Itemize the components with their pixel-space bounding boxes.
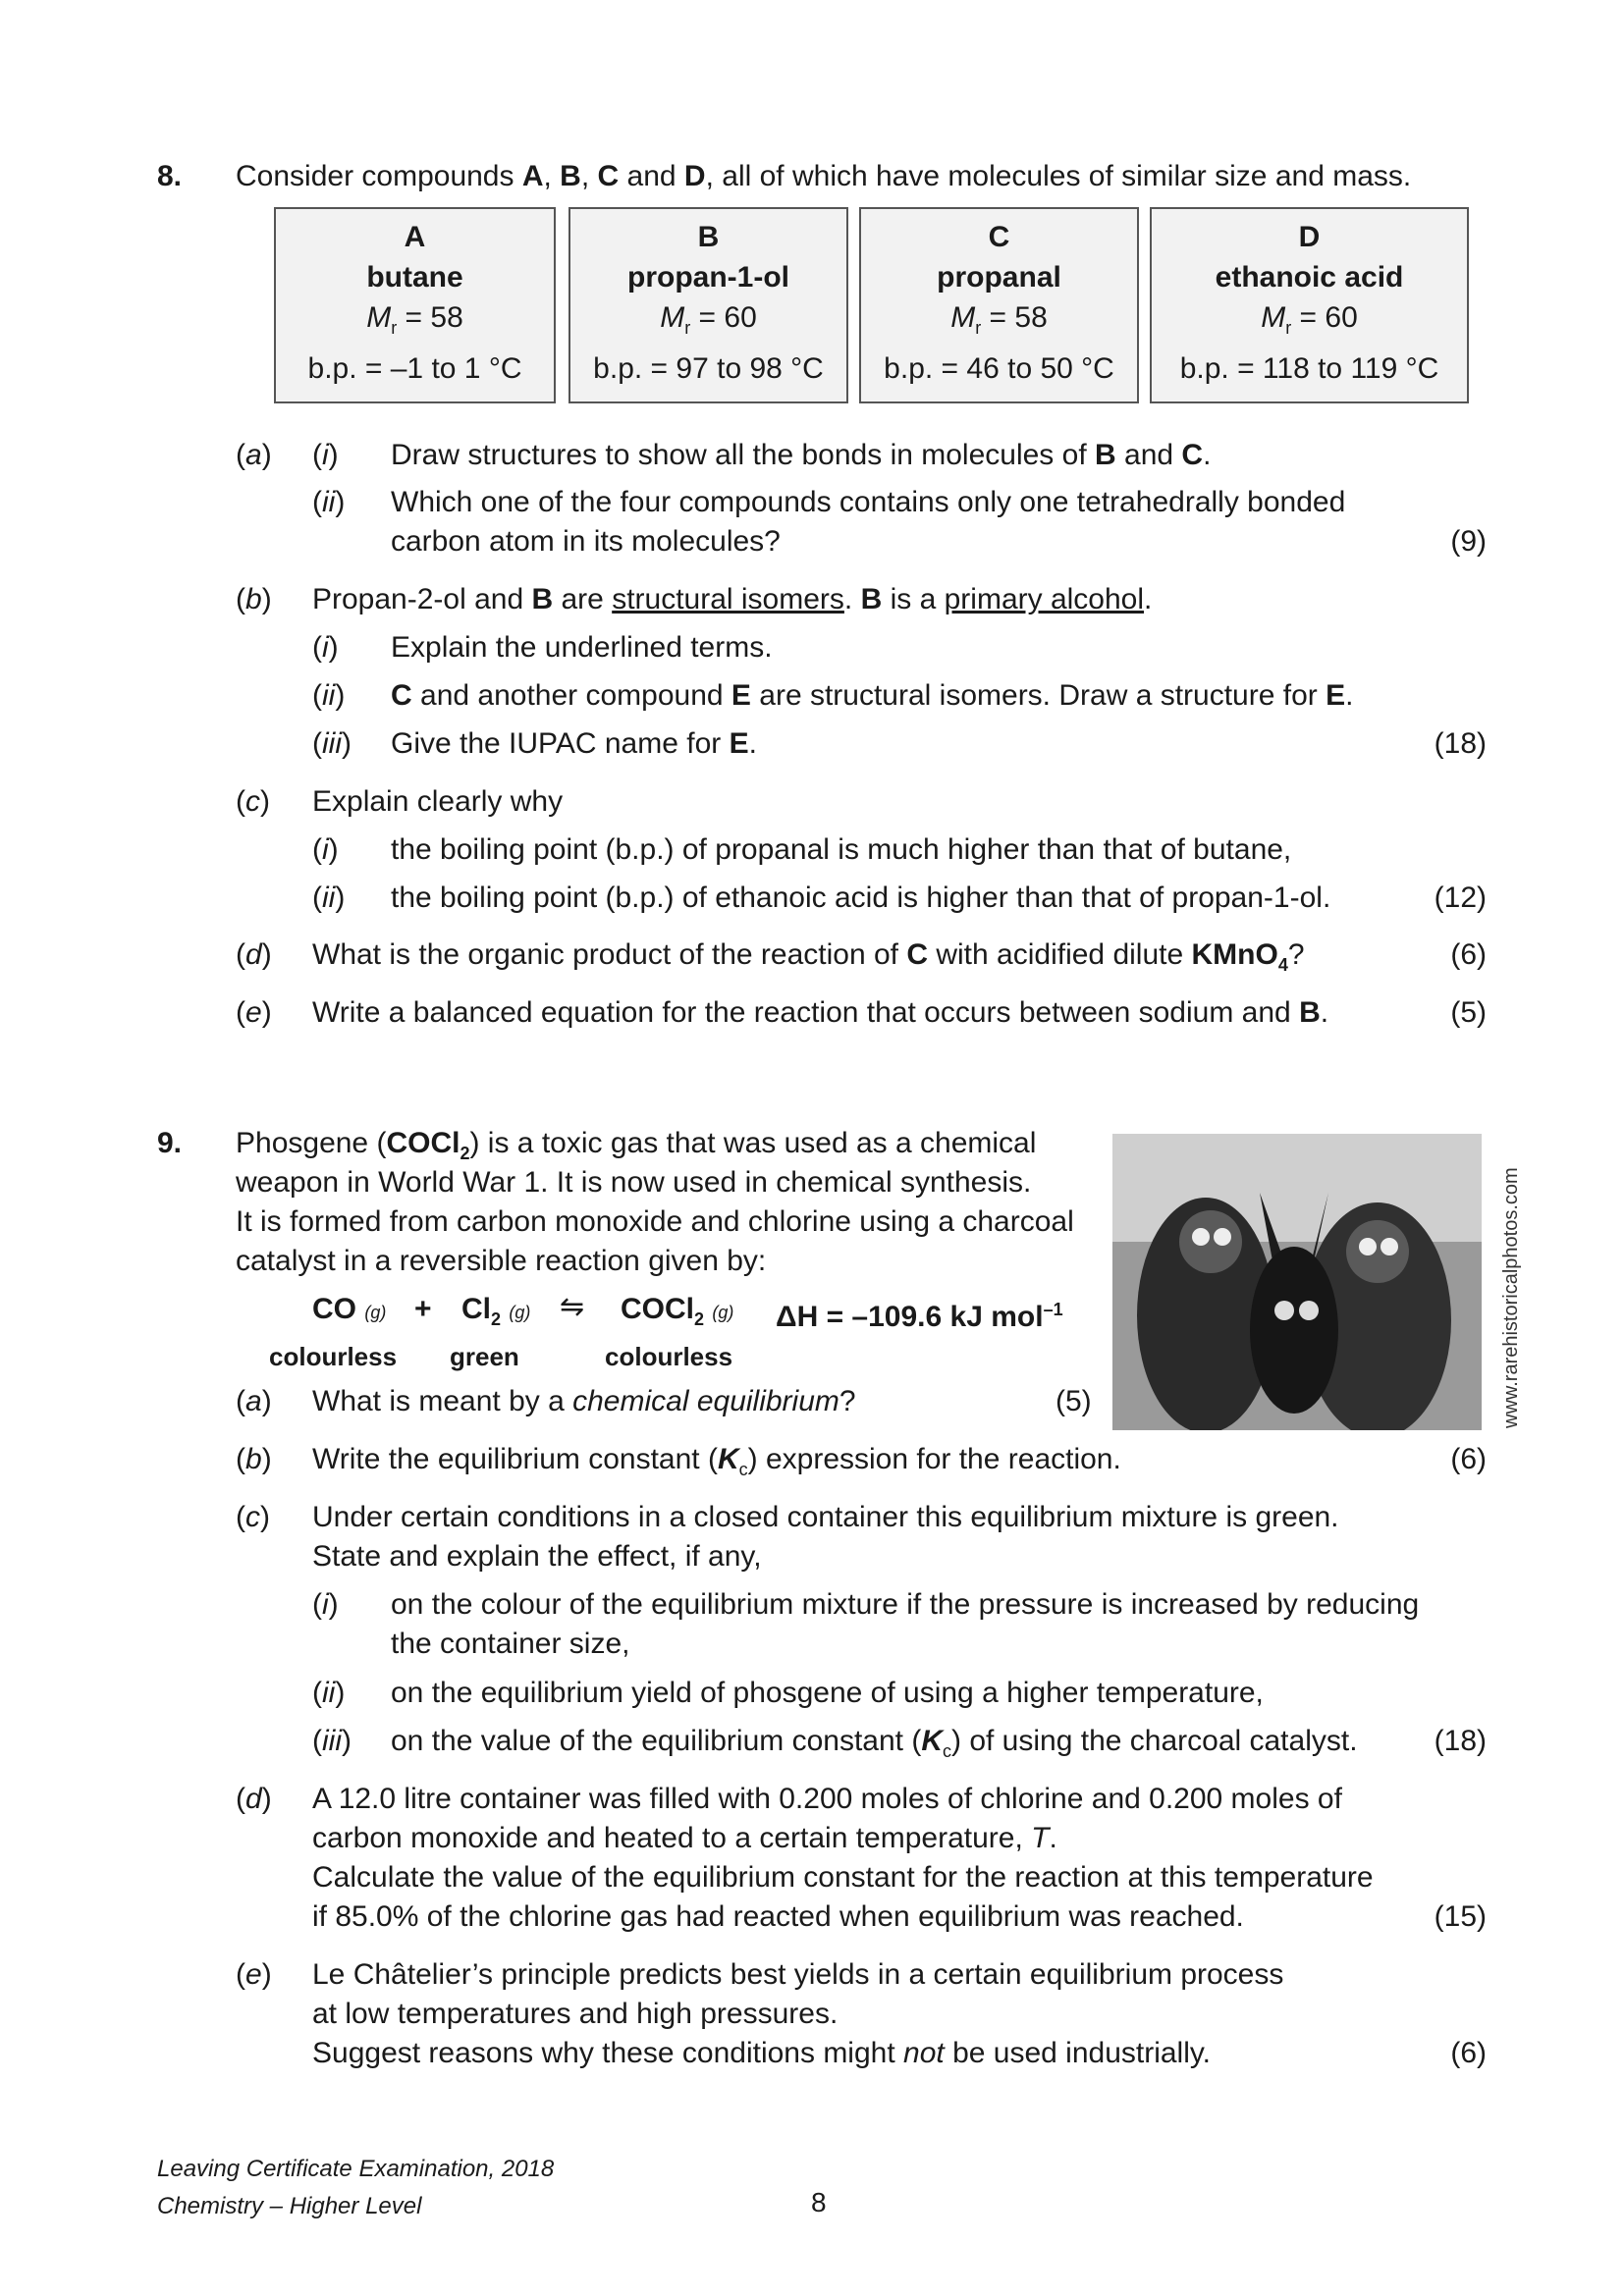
formula: KMnO [1191, 938, 1278, 971]
label-letter: a [245, 1385, 262, 1417]
q8b-iii-text [391, 724, 757, 764]
sub-label-i: (i) [312, 439, 339, 471]
marks-q8d: (6) [1450, 938, 1487, 971]
q8b-ii-text [391, 676, 1353, 716]
mr-sub: r [391, 318, 398, 338]
label-roman: i [322, 1588, 329, 1621]
formula-sub: 2 [491, 1309, 502, 1329]
label-roman: ii [322, 881, 336, 914]
compound-box-b [568, 207, 848, 403]
bold-letter: B [1095, 439, 1116, 471]
label-letter: b [245, 583, 262, 615]
label-roman: ii [322, 679, 336, 712]
text: , all of which have molecules of similar size and mass. [705, 160, 1412, 192]
compound-mr [276, 297, 554, 348]
sub-label-ii: (ii) [312, 1677, 346, 1709]
q8a-ii-line2: carbon atom in its molecules? [391, 525, 781, 558]
compound-name: propan-1-ol [627, 261, 789, 294]
mr-symbol: M [366, 301, 392, 334]
bold-letter: C [597, 160, 620, 192]
compound-box-c [859, 207, 1139, 403]
text: . [1203, 439, 1212, 471]
q9c-i-line2: the container size, [391, 1628, 630, 1660]
mr-value: = 60 [690, 301, 757, 334]
equation-plus: + [414, 1293, 432, 1325]
bold-letter: B [560, 160, 581, 192]
q9a-text [312, 1382, 856, 1421]
state-symbol: (g) [509, 1303, 531, 1322]
text: be used industrially. [944, 2037, 1211, 2069]
text: . [1049, 1822, 1057, 1854]
bold-letter: C [1181, 439, 1204, 471]
text: and another compound [411, 679, 731, 712]
marks-q8b: (18) [1434, 727, 1487, 760]
label-letter: a [245, 439, 262, 471]
q9d-line4: if 85.0% of the chlorine gas had reacted when equilibrium was reached. [312, 1900, 1244, 1933]
sub-label-i: (i) [312, 833, 339, 866]
photo-credit: www.rarehistoricalphotos.com [1500, 1167, 1522, 1428]
text: ? [839, 1385, 856, 1417]
q8a-ii-line1: Which one of the four compounds contains only one tetrahedrally bonded [391, 486, 1346, 518]
formula: Cl [461, 1293, 491, 1325]
q8-intro [236, 157, 1411, 196]
kc-symbol: K [717, 1443, 739, 1475]
compound-bp: b.p. = –1 to 1 °C [307, 352, 522, 385]
label-roman: iii [322, 727, 342, 760]
label-letter: e [245, 1958, 262, 1991]
compound-bp: b.p. = 46 to 50 °C [884, 352, 1114, 385]
text: . [748, 727, 757, 760]
text: and [1115, 439, 1182, 471]
label-letter: e [245, 996, 262, 1029]
q9c-ii-text: on the equilibrium yield of phosgene of using a higher temperature, [391, 1677, 1264, 1709]
colour-co: colourless [269, 1342, 398, 1371]
mr-value: = 58 [981, 301, 1048, 334]
text: Write the equilibrium constant ( [312, 1443, 718, 1475]
label-roman: i [322, 631, 329, 664]
text: , [543, 160, 561, 192]
text: ) is a toxic gas that was used as a chemical [469, 1127, 1037, 1159]
footer-exam-title: Leaving Certificate Examination, 2018 [157, 2156, 555, 2182]
part-label-b: (b) [236, 1443, 272, 1475]
sub-label-i: (i) [312, 631, 339, 664]
enthalpy-value: ΔH = –109.6 kJ mol [776, 1301, 1044, 1333]
q8e-text [312, 993, 1328, 1033]
q9-intro-line2: weapon in World War 1. It is now used in chemical synthesis. [236, 1166, 1032, 1199]
compound-bp: b.p. = 118 to 119 °C [1179, 352, 1439, 385]
mr-symbol: M [1261, 301, 1286, 334]
part-label-d: (d) [236, 938, 272, 971]
text: are structural isomers. Draw a structure for [750, 679, 1326, 712]
q9c-iii-text [391, 1722, 1358, 1771]
sub-label-ii: (ii) [312, 881, 346, 914]
equation-cocl2 [621, 1290, 733, 1339]
label-roman: i [322, 833, 329, 866]
footer-subject: Chemistry – Higher Level [157, 2193, 422, 2219]
text: and [619, 160, 684, 192]
mr-sub: r [1285, 318, 1292, 338]
label-letter: c [245, 1501, 260, 1533]
compound-name: butane [366, 261, 463, 294]
unit-superscript: –1 [1043, 1300, 1063, 1319]
text: with acidified dilute [928, 938, 1192, 971]
bold-letter: E [729, 727, 749, 760]
equilibrium-arrow-icon: ⇋ [560, 1291, 585, 1323]
bold-letter: B [1299, 996, 1321, 1029]
text: on the value of the equilibrium constant ( [391, 1725, 922, 1757]
label-letter: d [245, 938, 262, 971]
label-roman: i [322, 439, 329, 471]
underlined-term: primary alcohol [944, 583, 1145, 615]
text: Write a balanced equation for the reaction that occurs between sodium and [312, 996, 1300, 1029]
text: Draw structures to show all the bonds in molecules of [391, 439, 1095, 471]
compound-letter: C [988, 221, 1010, 253]
q8a-i-text [391, 436, 1211, 475]
kc-symbol: K [921, 1725, 943, 1757]
label-roman: iii [322, 1725, 342, 1757]
marks-q9c: (18) [1434, 1725, 1487, 1757]
formula: CO [312, 1293, 356, 1325]
bold-letter: E [731, 679, 751, 712]
q9e-line3 [312, 2034, 1211, 2073]
text: , [580, 160, 598, 192]
compound-bp: b.p. = 97 to 98 °C [593, 352, 824, 385]
text: ? [1287, 938, 1305, 971]
compound-name: ethanoic acid [1215, 261, 1404, 294]
state-symbol: (g) [364, 1303, 387, 1322]
mr-value: = 58 [397, 301, 463, 334]
part-label-d: (d) [236, 1783, 272, 1815]
mr-sub: r [684, 318, 691, 338]
text: . [1345, 679, 1354, 712]
italic-term: chemical equilibrium [572, 1385, 839, 1417]
compound-letter: B [697, 221, 720, 253]
q9c-line1: Under certain conditions in a closed container this equilibrium mixture is green. [312, 1501, 1339, 1533]
text: ) expression for the reaction. [747, 1443, 1121, 1475]
bold-letter: D [683, 160, 706, 192]
part-label-a: (a) [236, 439, 272, 471]
bold-letter: C [906, 938, 929, 971]
q8c-ii-text: the boiling point (b.p.) of ethanoic acid is higher than that of propan-1-ol. [391, 881, 1331, 914]
text: is a [882, 583, 945, 615]
colour-cl2: green [450, 1342, 519, 1371]
label-letter: b [245, 1443, 262, 1475]
compound-letter: D [1298, 221, 1321, 253]
formula: COCl [621, 1293, 694, 1325]
bold-letter: A [521, 160, 544, 192]
text: . [1144, 583, 1153, 615]
bold-letter: B [531, 583, 554, 615]
label-letter: c [245, 785, 260, 818]
state-symbol: (g) [712, 1303, 734, 1322]
q8b-i-text: Explain the underlined terms. [391, 631, 773, 664]
q9e-line1: Le Châtelier’s principle predicts best yields in a certain equilibrium process [312, 1958, 1284, 1991]
sub-label-iii: (iii) [312, 727, 352, 760]
text: ) of using the charcoal catalyst. [951, 1725, 1358, 1757]
part-label-b: (b) [236, 583, 272, 615]
bold-letter: E [1326, 679, 1346, 712]
label-roman: ii [322, 486, 336, 518]
label-roman: ii [322, 1677, 336, 1709]
italic-term: not [903, 2037, 945, 2069]
sub-label-i: (i) [312, 1588, 339, 1621]
sub-label-iii: (iii) [312, 1725, 352, 1757]
marks-q8a: (9) [1450, 525, 1487, 558]
italic-symbol: T [1031, 1822, 1050, 1854]
formula-sub: 4 [1277, 955, 1288, 975]
text: carbon monoxide and heated to a certain temperature, [312, 1822, 1032, 1854]
gas-mask-soldiers-image [1112, 1134, 1482, 1430]
text: . [843, 583, 861, 615]
mr-symbol: M [950, 301, 976, 334]
q9d-line1: A 12.0 litre container was filled with 0.200 moles of chlorine and 0.200 moles of [312, 1783, 1342, 1815]
compound-box-a [274, 207, 556, 403]
q9-intro-line3: It is formed from carbon monoxide and chlorine using a charcoal [236, 1205, 1074, 1238]
equation-cl2 [461, 1290, 530, 1339]
q9e-line2: at low temperatures and high pressures. [312, 1998, 839, 2030]
part-label-e: (e) [236, 996, 272, 1029]
text: Phosgene ( [236, 1127, 387, 1159]
mr-sub: r [975, 318, 982, 338]
part-label-a: (a) [236, 1385, 272, 1417]
q9-intro-line4: catalyst in a reversible reaction given by: [236, 1245, 767, 1277]
label-letter: d [245, 1783, 262, 1815]
q9d-line2 [312, 1819, 1057, 1858]
sub-label-ii: (ii) [312, 486, 346, 518]
part-label-c: (c) [236, 785, 270, 818]
compound-mr [1152, 297, 1467, 348]
q8c-i-text: the boiling point (b.p.) of propanal is much higher than that of butane, [391, 833, 1292, 866]
q8d-text [312, 935, 1305, 985]
bold-letter: B [860, 583, 883, 615]
text: Consider compounds [236, 160, 522, 192]
formula-sub: 2 [694, 1309, 705, 1329]
q9c-i-line1: on the colour of the equilibrium mixture if the pressure is increased by reducing [391, 1588, 1420, 1621]
marks-q9a: (5) [1056, 1385, 1092, 1417]
question-number-8: 8. [157, 160, 183, 192]
q8c-text: Explain clearly why [312, 785, 564, 818]
marks-q9e: (6) [1450, 2037, 1487, 2069]
q9d-line3: Calculate the value of the equilibrium constant for the reaction at this temperature [312, 1861, 1374, 1894]
page-number: 8 [811, 2187, 827, 2217]
kc-sub: c [738, 1460, 748, 1479]
q8b-text [312, 580, 1152, 619]
underlined-term: structural isomers [612, 583, 844, 615]
text: Suggest reasons why these conditions might [312, 2037, 904, 2069]
part-label-c: (c) [236, 1501, 270, 1533]
marks-q9d: (15) [1434, 1900, 1487, 1933]
text: are [553, 583, 613, 615]
compound-letter: A [404, 221, 426, 253]
compound-mr [570, 297, 846, 348]
text: Give the IUPAC name for [391, 727, 730, 760]
equation-enthalpy [776, 1290, 1063, 1337]
question-number-9: 9. [157, 1127, 183, 1159]
mr-symbol: M [660, 301, 685, 334]
sub-label-ii: (ii) [312, 679, 346, 712]
text: Propan-2-ol and [312, 583, 532, 615]
equation-co [312, 1290, 386, 1332]
historical-photo [1112, 1134, 1482, 1430]
mr-value: = 60 [1291, 301, 1358, 334]
compound-name: propanal [937, 261, 1061, 294]
compound-mr [861, 297, 1137, 348]
colour-cocl2: colourless [605, 1342, 733, 1371]
part-label-e: (e) [236, 1958, 272, 1991]
formula: COCl [386, 1127, 460, 1159]
kc-sub: c [943, 1741, 951, 1761]
q9b-text [312, 1440, 1121, 1489]
text: What is meant by a [312, 1385, 573, 1417]
text: . [1320, 996, 1329, 1029]
formula-sub: 2 [460, 1144, 470, 1163]
marks-q9b: (6) [1450, 1443, 1487, 1475]
marks-q8c: (12) [1434, 881, 1487, 914]
bold-letter: C [391, 679, 412, 712]
marks-q8e: (5) [1450, 996, 1487, 1029]
q9c-line2: State and explain the effect, if any, [312, 1540, 762, 1573]
text: What is the organic product of the reaction of [312, 938, 907, 971]
compound-box-d [1150, 207, 1469, 403]
